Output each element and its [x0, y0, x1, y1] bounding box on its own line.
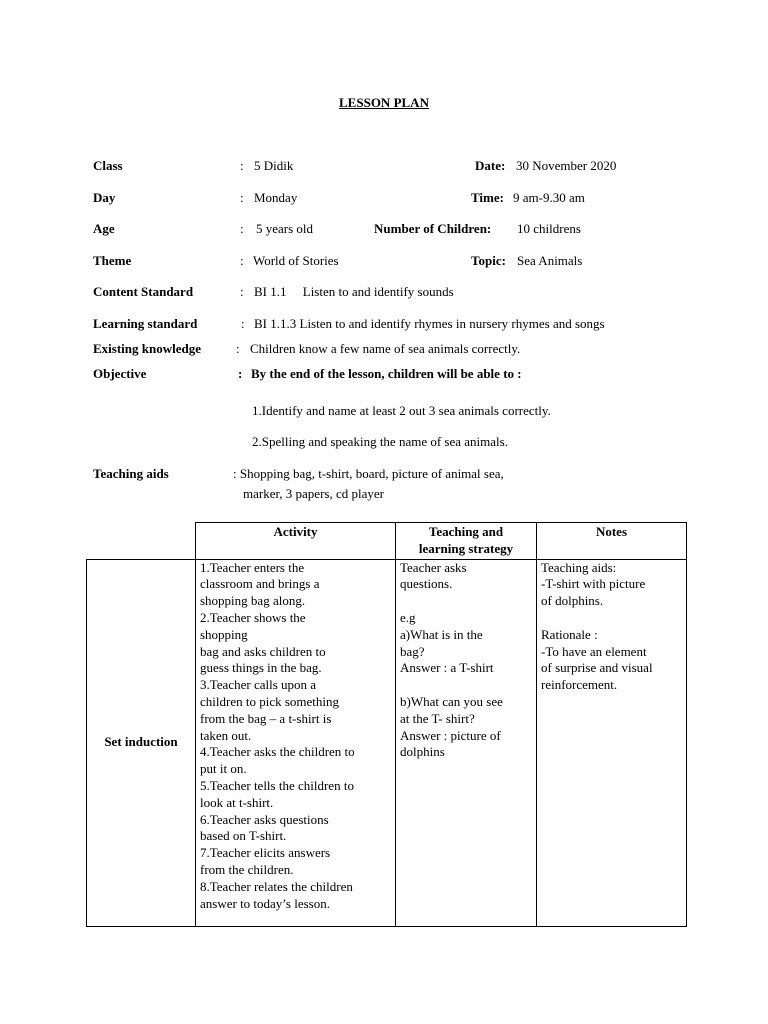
activity-line: classroom and brings a [200, 576, 320, 592]
header-blank [87, 523, 196, 560]
notes-line: reinforcement. [541, 677, 618, 693]
phase-cell: Set induction [87, 559, 196, 926]
table-row [87, 559, 687, 926]
activity-line: shopping [200, 626, 248, 642]
notes-line: Teaching aids: [541, 559, 617, 575]
activity-line: from the bag – a t-shirt is [200, 710, 332, 726]
activity-line: bag and asks children to [200, 643, 326, 659]
page-title: LESSON PLAN [339, 95, 429, 110]
topic-label: Topic: [471, 253, 506, 268]
activity-line: 6.Teacher asks questions [200, 811, 329, 827]
header-notes: Notes [537, 523, 687, 560]
notes-line: of dolphins. [541, 593, 604, 609]
activity-line: answer to today’s lesson. [200, 895, 330, 911]
activity-cell [196, 559, 396, 926]
table-header-row [87, 523, 687, 560]
theme-value: World of Stories [253, 253, 339, 268]
day-colon: : [240, 190, 244, 205]
content-standard-label: Content Standard [93, 284, 194, 299]
activity-line: shopping bag along. [200, 593, 306, 609]
strategy-cell [396, 559, 537, 926]
strategy-line [400, 677, 532, 694]
learning-standard-colon: : [241, 316, 245, 331]
date-label: Date: [475, 158, 506, 173]
objective-value: By the end of the lesson, children will be able to : [251, 366, 522, 381]
day-label: Day [93, 190, 116, 205]
objective-colon: : [238, 366, 243, 381]
activity-line: 5.Teacher tells the children to [200, 777, 354, 793]
objective-label: Objective [93, 366, 147, 381]
strategy-line: Answer : a T-shirt [400, 660, 494, 676]
notes-line: -T-shirt with picture [541, 576, 646, 592]
class-colon: : [240, 158, 244, 173]
notes-line: -To have an element [541, 643, 647, 659]
strategy-line: Answer : picture of [400, 727, 501, 743]
notes-line: of surprise and visual [541, 660, 653, 676]
header-strategy-line-2: learning strategy [418, 540, 514, 556]
theme-label: Theme [93, 253, 132, 268]
strategy-line: dolphins [400, 744, 445, 760]
age-value: 5 years old [256, 221, 314, 236]
activity-line: 4.Teacher asks the children to [200, 744, 355, 760]
strategy-line: bag? [400, 643, 425, 659]
age-colon: : [240, 221, 244, 236]
content-standard-value: BI 1.1 Listen to and identify sounds [254, 284, 454, 299]
header-strategy [396, 523, 537, 560]
children-label: Number of Children: [374, 221, 492, 236]
activity-line: taken out. [200, 727, 252, 743]
existing-knowledge-value: Children know a few name of sea animals correctly. [250, 341, 521, 356]
day-value: Monday [254, 190, 298, 205]
notes-line: Rationale : [541, 626, 598, 642]
date-value: 30 November 2020 [516, 158, 617, 173]
lesson-table [86, 522, 687, 927]
strategy-line: b)What can you see [400, 693, 503, 709]
header-strategy-line-1: Teaching and [428, 524, 504, 539]
activity-line: 1.Teacher enters the [200, 559, 305, 575]
topic-value: Sea Animals [517, 253, 583, 268]
teaching-aids-line-1: : Shopping bag, t-shirt, board, picture of animal sea, [233, 466, 504, 481]
activity-line: 8.Teacher relates the children [200, 878, 353, 894]
time-label: Time: [471, 190, 504, 205]
teaching-aids-line-2: marker, 3 papers, cd player [243, 486, 384, 501]
learning-standard-value: BI 1.1.3 Listen to and identify rhymes in nursery rhymes and songs [254, 316, 605, 331]
existing-knowledge-colon: : [236, 341, 240, 356]
class-label: Class [93, 158, 123, 173]
activity-line: children to pick something [200, 693, 340, 709]
objective-item-1: 1.Identify and name at least 2 out 3 sea animals correctly. [252, 403, 551, 418]
time-value: 9 am-9.30 am [513, 190, 585, 205]
strategy-line: e.g [400, 609, 416, 625]
activity-line: guess things in the bag. [200, 660, 322, 676]
children-value: 10 childrens [517, 221, 581, 236]
objective-item-2: 2.Spelling and speaking the name of sea animals. [252, 434, 508, 449]
class-value: 5 Didik [254, 158, 294, 173]
age-label: Age [93, 221, 115, 236]
existing-knowledge-label: Existing knowledge [93, 341, 201, 356]
content-standard-colon: : [240, 284, 244, 299]
strategy-line: Teacher asks [400, 559, 467, 575]
activity-line: from the children. [200, 861, 294, 877]
learning-standard-label: Learning standard [93, 316, 198, 331]
strategy-line: at the T- shirt? [400, 710, 475, 726]
theme-colon: : [240, 253, 244, 268]
activity-line: based on T-shirt. [200, 828, 287, 844]
activity-line: look at t-shirt. [200, 794, 274, 810]
strategy-line: a)What is in the [400, 626, 483, 642]
activity-line: 3.Teacher calls upon a [200, 677, 317, 693]
notes-cell [537, 559, 687, 926]
header-activity: Activity [196, 523, 396, 560]
strategy-line [400, 593, 532, 610]
strategy-line: questions. [400, 576, 453, 592]
teaching-aids-label: Teaching aids [93, 466, 169, 481]
activity-line: put it on. [200, 761, 247, 777]
activity-line: 7.Teacher elicits answers [200, 845, 331, 861]
notes-line [541, 610, 682, 627]
activity-line: 2.Teacher shows the [200, 609, 306, 625]
